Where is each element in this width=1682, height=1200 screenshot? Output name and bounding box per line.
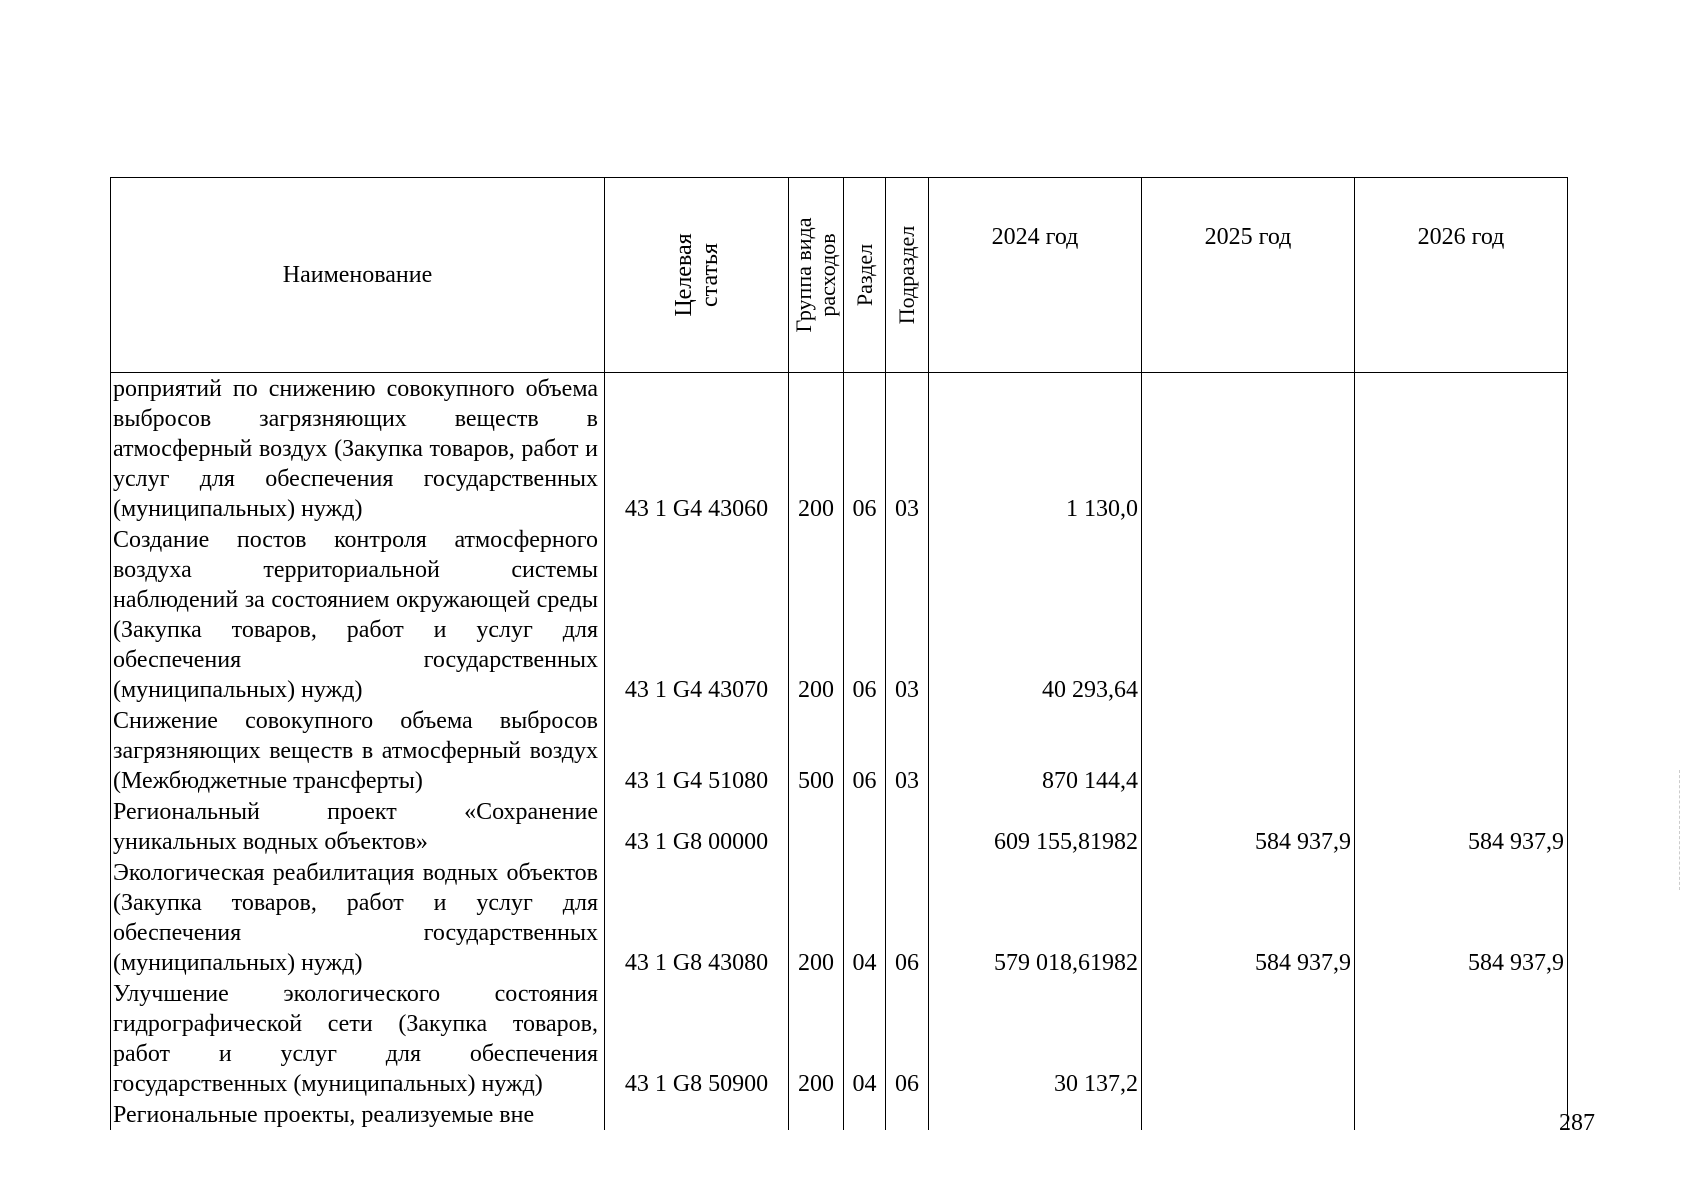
- row-amount-2024: 40 293,64: [929, 524, 1142, 705]
- header-expense-group-line1: Группа вида: [791, 217, 816, 333]
- row-section: [844, 796, 886, 857]
- row-subsection: 03: [886, 705, 929, 796]
- header-year-2024: 2024 год: [929, 178, 1142, 373]
- row-amount-2024: 1 130,0: [929, 373, 1142, 525]
- row-subsection: 03: [886, 373, 929, 525]
- row-name: Создание постов контроля атмосферного воздуха территориальной системы наблюдений за состоянием окружающей среды (Закупка товаров, работ и услуг для обеспечения государственных (муниципальных) нужд): [111, 524, 605, 705]
- row-amount-2025: [1142, 1099, 1355, 1130]
- row-target-article: 43 1 G8 43080: [605, 857, 789, 978]
- header-expense-group: [789, 178, 844, 373]
- row-target-article: [605, 1099, 789, 1130]
- table-row: [111, 978, 1568, 1099]
- row-expense-group: 200: [789, 857, 844, 978]
- row-name: Снижение совокупного объема выбросов загрязняющих веществ в атмосферный воздух (Межбюджетные трансферты): [111, 705, 605, 796]
- row-amount-2025: [1142, 978, 1355, 1099]
- row-subsection: 06: [886, 978, 929, 1099]
- row-section: 06: [844, 373, 886, 525]
- header-year-2026: 2026 год: [1355, 178, 1568, 373]
- table-row: [111, 524, 1568, 705]
- row-subsection: 06: [886, 857, 929, 978]
- row-expense-group: 200: [789, 978, 844, 1099]
- row-target-article: 43 1 G4 51080: [605, 705, 789, 796]
- budget-table: [110, 177, 1568, 1130]
- row-amount-2025: [1142, 705, 1355, 796]
- row-amount-2024: 609 155,81982: [929, 796, 1142, 857]
- row-amount-2025: 584 937,9: [1142, 857, 1355, 978]
- row-expense-group: [789, 1099, 844, 1130]
- header-section-label: Раздел: [851, 243, 877, 307]
- row-amount-2026: [1355, 373, 1568, 525]
- header-subsection: [886, 178, 929, 373]
- header-expense-group-line2: расходов: [815, 233, 840, 317]
- row-target-article: 43 1 G8 00000: [605, 796, 789, 857]
- row-amount-2024: 579 018,61982: [929, 857, 1142, 978]
- row-target-article: 43 1 G4 43070: [605, 524, 789, 705]
- row-expense-group: 500: [789, 705, 844, 796]
- row-subsection: [886, 1099, 929, 1130]
- row-amount-2026: 584 937,9: [1355, 796, 1568, 857]
- header-target-article-line2: статья: [696, 243, 723, 307]
- row-amount-2025: 584 937,9: [1142, 796, 1355, 857]
- table-row: [111, 1099, 1568, 1130]
- row-amount-2026: 584 937,9: [1355, 857, 1568, 978]
- row-subsection: 03: [886, 524, 929, 705]
- row-expense-group: 200: [789, 524, 844, 705]
- row-amount-2026: [1355, 524, 1568, 705]
- row-name: Региональные проекты, реализуемые вне: [111, 1099, 605, 1130]
- row-section: [844, 1099, 886, 1130]
- row-amount-2026: [1355, 705, 1568, 796]
- row-expense-group: [789, 796, 844, 857]
- table-row: [111, 796, 1568, 857]
- row-amount-2024: 870 144,4: [929, 705, 1142, 796]
- row-amount-2025: [1142, 373, 1355, 525]
- row-name: роприятий по снижению совокупного объема выбросов загрязняющих веществ в атмосферный воздух (Закупка товаров, работ и услуг для обеспечения государственных (муниципальных) нужд): [111, 373, 605, 525]
- row-amount-2025: [1142, 524, 1355, 705]
- row-amount-2024: 30 137,2: [929, 978, 1142, 1099]
- row-expense-group: 200: [789, 373, 844, 525]
- row-name: Региональный проект «Сохранение уникальных водных объектов»: [111, 796, 605, 857]
- header-target-article-line1: Целевая: [670, 233, 697, 317]
- row-name: Экологическая реабилитация водных объектов (Закупка товаров, работ и услуг для обеспечения государственных (муниципальных) нужд): [111, 857, 605, 978]
- row-section: 04: [844, 978, 886, 1099]
- row-amount-2026: [1355, 978, 1568, 1099]
- row-section: 04: [844, 857, 886, 978]
- header-year-2025: 2025 год: [1142, 178, 1355, 373]
- table-row: [111, 705, 1568, 796]
- scan-edge-marks: [1677, 770, 1680, 890]
- table-row: [111, 373, 1568, 525]
- row-subsection: [886, 796, 929, 857]
- header-section: [844, 178, 886, 373]
- row-target-article: 43 1 G4 43060: [605, 373, 789, 525]
- row-amount-2024: [929, 1099, 1142, 1130]
- row-section: 06: [844, 524, 886, 705]
- header-target-article: [605, 178, 789, 373]
- row-target-article: 43 1 G8 50900: [605, 978, 789, 1099]
- row-section: 06: [844, 705, 886, 796]
- table-row: [111, 857, 1568, 978]
- page-number: 287: [1559, 1110, 1595, 1136]
- header-name: Наименование: [111, 178, 605, 373]
- header-subsection-label: Подраздел: [894, 225, 919, 325]
- row-name: Улучшение экологического состояния гидрографической сети (Закупка товаров, работ и услуг для обеспечения государственных (муниципальных) нужд): [111, 978, 605, 1099]
- table-header-row: [111, 178, 1568, 373]
